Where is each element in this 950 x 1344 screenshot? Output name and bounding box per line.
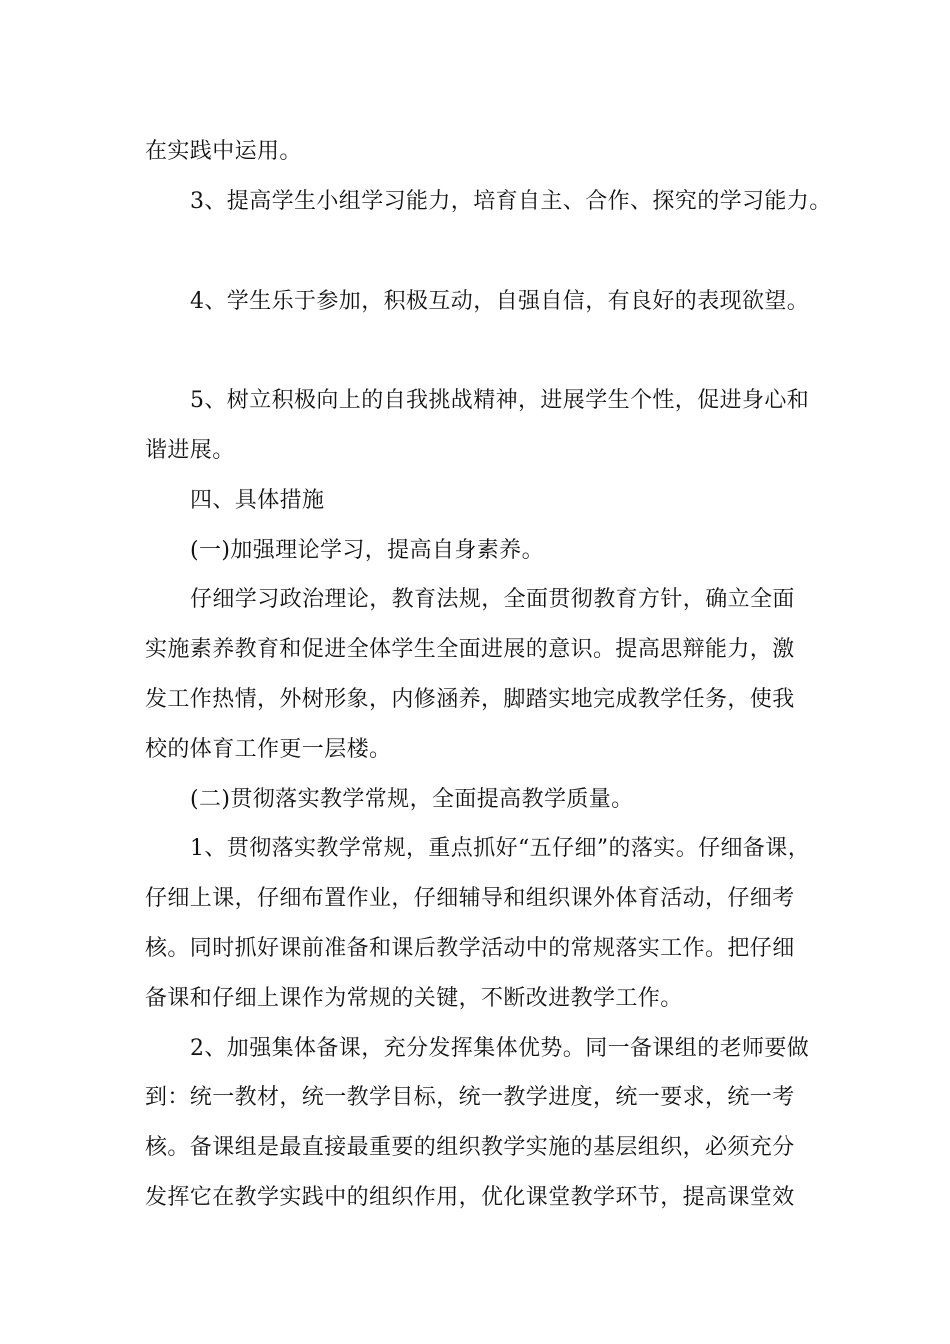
- paragraph-line: 1、贯彻落实教学常规，重点抓好“五仔细”的落实。仔细备课，: [190, 836, 811, 861]
- paragraph-line: 2、加强集体备课，充分发挥集体优势。同一备课组的老师要做: [190, 1036, 810, 1061]
- paragraph-line: 仔细学习政治理论，教育法规，全面贯彻教育方针，确立全面: [190, 587, 795, 612]
- subsection-heading: (二)贯彻落实教学常规，全面提高教学质量。: [190, 787, 634, 812]
- paragraph-line: 实施素养教育和促进全体学生全面进展的意识。提高思辩能力，激: [145, 637, 795, 662]
- subsection-heading: (一)加强理论学习，提高自身素养。: [190, 538, 544, 563]
- text-line: 谐进展。: [145, 438, 235, 463]
- list-item-4: 4、学生乐于参加，积极互动，自强自信，有良好的表现欲望。: [190, 289, 810, 314]
- text-line: 在实践中运用。: [145, 139, 302, 164]
- section-heading: 四、具体措施: [190, 488, 325, 513]
- paragraph-line: 备课和仔细上课作为常规的关键，不断改进教学工作。: [145, 986, 683, 1011]
- paragraph-line: 发工作热情，外树形象，内修涵养，脚踏实地完成教学任务，使我: [145, 687, 795, 712]
- list-item-5: 5、树立积极向上的自我挑战精神，进展学生个性，促进身心和: [190, 388, 810, 413]
- paragraph-line: 校的体育工作更一层楼。: [145, 737, 392, 762]
- paragraph-line: 核。备课组是最直接最重要的组织教学实施的基层组织，必须充分: [145, 1135, 795, 1160]
- paragraph-line: 核。同时抓好课前准备和课后教学活动中的常规落实工作。把仔细: [145, 936, 795, 961]
- list-item-3: 3、提高学生小组学习能力，培育自主、合作、探究的学习能力。: [190, 189, 832, 214]
- paragraph-line: 仔细上课，仔细布置作业，仔细辅导和组织课外体育活动，仔细考: [145, 886, 795, 911]
- paragraph-line: 发挥它在教学实践中的组织作用，优化课堂教学环节，提高课堂效: [145, 1185, 795, 1210]
- paragraph-line: 到：统一教材，统一教学目标，统一教学进度，统一要求，统一考: [145, 1085, 795, 1110]
